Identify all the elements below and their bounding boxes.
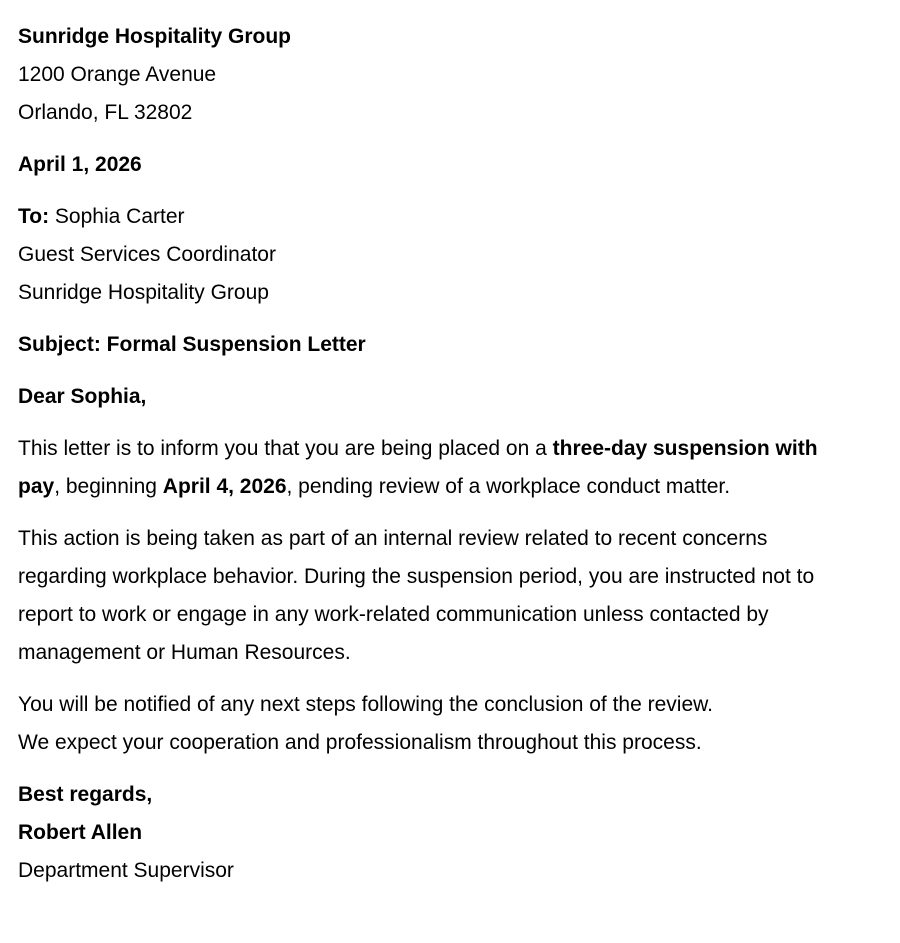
paragraph-1-bold-start-date: April 4, 2026 [162, 475, 287, 498]
letterhead-company-name: Sunridge Hospitality Group [18, 25, 292, 48]
letterhead-city-state-zip: Orlando, FL 32802 [18, 101, 193, 124]
recipient-job-title: Guest Services Coordinator [18, 243, 276, 266]
sender-job-title: Department Supervisor [18, 859, 234, 882]
body-paragraph-1 [18, 430, 860, 506]
recipient-block [18, 198, 860, 312]
paragraph-1-text-part-1: This letter is to inform you that you are being placed on a [18, 437, 553, 460]
sender-name: Robert Allen [18, 821, 143, 844]
subject-block [18, 326, 860, 364]
recipient-name: Sophia Carter [49, 205, 185, 228]
body-paragraph-3 [18, 686, 860, 762]
letter-subject: Subject: Formal Suspension Letter [18, 333, 366, 356]
letter-salutation: Dear Sophia, [18, 385, 147, 408]
paragraph-3-line-1: You will be notified of any next steps following the conclusion of the review. [18, 693, 713, 716]
letterhead-block [18, 18, 860, 132]
closing-regards: Best regards, [18, 783, 153, 806]
recipient-to-label: To: [18, 205, 50, 228]
letter-date: April 1, 2026 [18, 153, 142, 176]
paragraph-1-text-part-2: , beginning [54, 475, 163, 498]
paragraph-1-text-part-3: , pending review of a workplace conduct matter. [286, 475, 731, 498]
letterhead-street-address: 1200 Orange Avenue [18, 63, 217, 86]
letter-date-block [18, 146, 860, 184]
closing-block [18, 776, 860, 890]
body-paragraph-2: This action is being taken as part of an internal review related to recent concerns regarding workplace behavior. During the suspension period, you are instructed not to report to work or engage in any work-related communication unless contacted by management or Human Resources. [18, 527, 815, 664]
recipient-company: Sunridge Hospitality Group [18, 281, 269, 304]
salutation-block [18, 378, 860, 416]
paragraph-1-bold-suspension-terms: three-day suspension with pay [18, 437, 818, 498]
paragraph-3-line-2: We expect your cooperation and professionalism throughout this process. [18, 731, 702, 754]
recipient-name-line [18, 198, 860, 236]
